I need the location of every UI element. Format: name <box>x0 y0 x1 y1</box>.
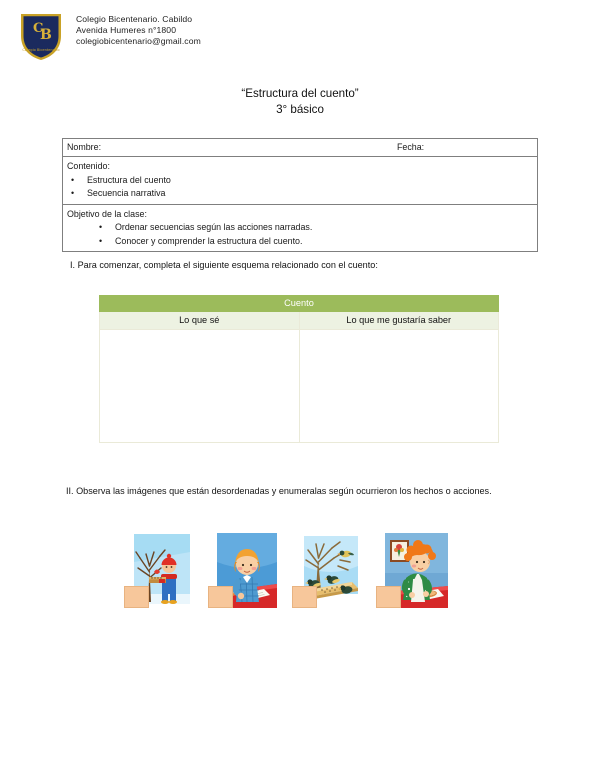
school-contact-info <box>76 10 201 48</box>
sequence-item-4 <box>384 532 449 608</box>
colegio-bicentenario-shield-logo <box>18 10 64 62</box>
instruction-two: II. Observa las imágenes que están desordenadas y enumeralas según ocurrieron los hechos o acciones. <box>66 486 492 496</box>
instruction-one: I. Para comenzar, completa el siguiente esquema relacionado con el cuento: <box>70 260 378 270</box>
answer-box-2[interactable] <box>208 586 233 608</box>
answer-area-lo-que-se[interactable] <box>100 330 300 443</box>
fecha-label: Fecha: <box>397 142 425 152</box>
school-name: Colegio Bicentenario. Cabildo <box>76 14 193 24</box>
contenido-list <box>63 174 537 201</box>
svg-text:B: B <box>40 27 52 43</box>
cuento-header-row <box>100 296 499 312</box>
list-item: • Conocer y comprender la estructura del cuento. <box>63 235 537 249</box>
title-grade: 3° básico <box>276 103 324 116</box>
table-row-nombre-fecha <box>63 139 538 157</box>
school-email: colegiobicentenario@gmail.com <box>76 36 201 47</box>
objetivo-list <box>63 221 537 248</box>
sequence-images-row <box>110 532 490 630</box>
objetivo-cell <box>63 204 538 252</box>
cuento-header-label: Cuento <box>100 296 499 312</box>
sequence-item-2 <box>216 532 278 608</box>
column-header-lo-que-se: Lo que sé <box>100 312 300 330</box>
table-row-contenido <box>63 157 538 205</box>
page-header <box>18 10 201 62</box>
contenido-label: Contenido: <box>67 161 110 171</box>
answer-box-4[interactable] <box>376 586 401 608</box>
title-main: “Estructura del cuento” <box>241 87 359 100</box>
cuento-subheader-row <box>100 312 499 330</box>
sequence-item-3 <box>300 532 362 608</box>
sequence-item-1 <box>132 532 192 608</box>
cuento-answer-row <box>100 330 499 443</box>
table-row-objetivo <box>63 204 538 252</box>
objetivo-label: Objetivo de la clase: <box>67 208 147 219</box>
answer-area-lo-que-me-gustaria-saber[interactable] <box>299 330 499 443</box>
list-item: • Ordenar secuencias según las acciones narradas. <box>63 221 537 235</box>
nombre-label: Nombre: <box>67 142 102 152</box>
svg-text:Colegio Bicentenario: Colegio Bicentenario <box>22 48 60 52</box>
cuento-kwl-table <box>99 295 499 443</box>
svg-text:C: C <box>33 21 44 36</box>
list-item: • Secuencia narrativa <box>63 187 537 201</box>
contenido-cell <box>63 157 538 205</box>
list-item: • Estructura del cuento <box>63 174 537 188</box>
student-info-table <box>62 138 538 252</box>
school-address: Avenida Humeres n°1800 <box>76 25 177 36</box>
answer-box-1[interactable] <box>124 586 149 608</box>
column-header-lo-que-me-gustaria-saber: Lo que me gustaría saber <box>299 312 499 330</box>
nombre-fecha-cell <box>63 139 538 157</box>
answer-box-3[interactable] <box>292 586 317 608</box>
page-title <box>0 86 600 118</box>
